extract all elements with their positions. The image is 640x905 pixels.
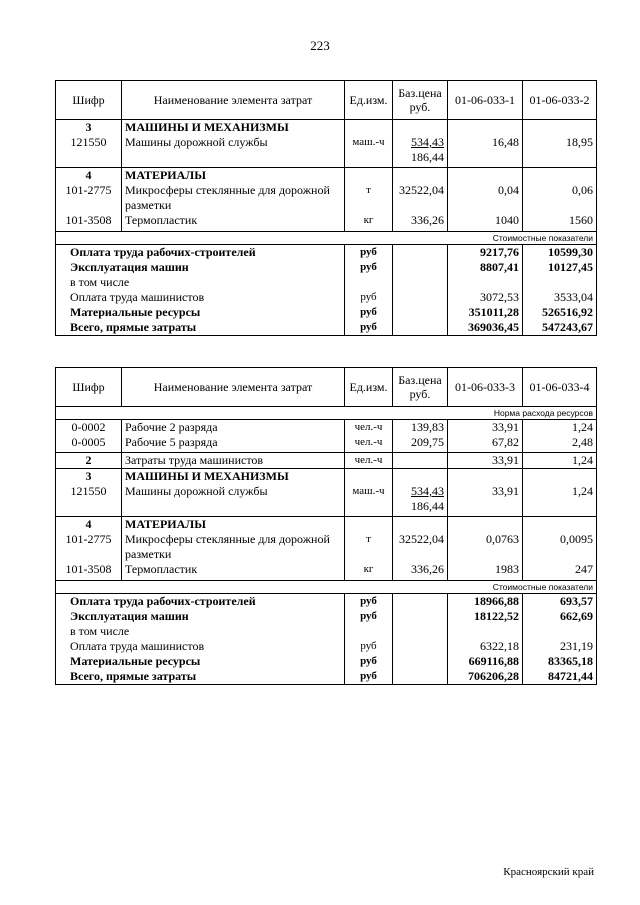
- table-row: [56, 562, 597, 581]
- summary-name: в том числе: [56, 275, 345, 290]
- summary-unit: руб: [345, 260, 393, 275]
- row-value-1: 33,91: [448, 484, 523, 517]
- row-price: 336,26: [393, 213, 448, 232]
- row-price: 32522,04: [393, 532, 448, 562]
- row-value-2: 1560: [523, 213, 597, 232]
- row-price: 336,26: [393, 562, 448, 581]
- cost-indicators-caption-row: [56, 232, 597, 245]
- row-unit: кг: [345, 213, 393, 232]
- summary-row: [56, 639, 597, 654]
- summary-value-2: 10127,45: [523, 260, 597, 275]
- row-unit: маш.-ч: [345, 484, 393, 517]
- summary-value-2: 10599,30: [523, 245, 597, 261]
- summary-value-1: 6322,18: [448, 639, 523, 654]
- summary-row: [56, 609, 597, 624]
- header-col-4: 01-06-033-4: [523, 368, 597, 407]
- row-value-1: 16,48: [448, 135, 523, 168]
- table-header: [56, 368, 597, 407]
- summary-name: Материальные ресурсы: [56, 654, 345, 669]
- summary-value-1: 3072,53: [448, 290, 523, 305]
- row-unit: т: [345, 183, 393, 213]
- summary-row: [56, 624, 597, 639]
- row-value-1: 1983: [448, 562, 523, 581]
- row-value-1: 33,91: [448, 453, 523, 469]
- section-number: 4: [56, 168, 122, 184]
- summary-name: Оплата труда машинистов: [56, 290, 345, 305]
- summary-name: Оплата труда рабочих-строителей: [56, 594, 345, 610]
- norm-caption: Норма расхода ресурсов: [56, 407, 597, 420]
- section-number: 3: [56, 469, 122, 485]
- row-value-1: 33,91: [448, 420, 523, 436]
- section-title: МАТЕРИАЛЫ: [122, 168, 345, 184]
- price-bottom: 186,44: [411, 499, 444, 513]
- row-price: 139,83: [393, 420, 448, 436]
- section-number: 4: [56, 517, 122, 533]
- section-materials: [56, 517, 597, 533]
- section-number: 3: [85, 120, 92, 134]
- table-row: [56, 484, 597, 517]
- section-machines: [56, 469, 597, 485]
- row-value-1: 0,0763: [448, 532, 523, 562]
- header-price: Баз.цена руб.: [393, 368, 448, 407]
- header-name: Наименование элемента затрат: [122, 368, 345, 407]
- summary-unit: руб: [345, 639, 393, 654]
- row-unit: т: [345, 532, 393, 562]
- row-code: 101-2775: [65, 532, 112, 546]
- row-unit: чел.-ч: [345, 453, 393, 469]
- price-top: 534,43: [411, 135, 444, 149]
- summary-value-1: 706206,28: [448, 669, 523, 685]
- section-machines: [56, 120, 597, 136]
- summary-value-1: 18122,52: [448, 609, 523, 624]
- resource-table-1: [55, 80, 597, 336]
- row-unit: маш.-ч: [345, 135, 393, 168]
- summary-name: Материальные ресурсы: [56, 305, 345, 320]
- header-col-1: 01-06-033-1: [448, 81, 523, 120]
- row-value-1: 67,82: [448, 435, 523, 453]
- summary-row: [56, 275, 597, 290]
- row-price: 32522,04: [393, 183, 448, 213]
- page-number: 223: [310, 38, 330, 53]
- row-value-2: 18,95: [523, 135, 597, 168]
- header-unit: Ед.изм.: [345, 81, 393, 120]
- summary-unit: руб: [345, 594, 393, 610]
- row-name: Микросферы стеклянные для дорожной разметки: [122, 532, 345, 562]
- summary-row: [56, 260, 597, 275]
- summary-unit: руб: [345, 320, 393, 336]
- table-row: [56, 183, 597, 213]
- header-col-3: 01-06-033-3: [448, 368, 523, 407]
- summary-value-2: 84721,44: [523, 669, 597, 685]
- row-value-2: 0,06: [523, 183, 597, 213]
- cost-indicators-caption-row: [56, 581, 597, 594]
- summary-value-2: 3533,04: [523, 290, 597, 305]
- row-code: 101-3508: [65, 213, 112, 227]
- row-value-1: 0,04: [448, 183, 523, 213]
- summary-value-1: 369036,45: [448, 320, 523, 336]
- summary-unit: руб: [345, 669, 393, 685]
- summary-row: [56, 245, 597, 261]
- summary-name: в том числе: [56, 624, 345, 639]
- row-unit: чел.-ч: [345, 420, 393, 436]
- price-top: 534,43: [411, 484, 444, 498]
- section-title: МАШИНЫ И МЕХАНИЗМЫ: [122, 469, 345, 485]
- row-name: Рабочие 5 разряда: [122, 435, 345, 453]
- summary-unit: руб: [345, 305, 393, 320]
- summary-name: Оплата труда машинистов: [56, 639, 345, 654]
- table-row: [56, 532, 597, 562]
- header-price: Баз.цена руб.: [393, 81, 448, 120]
- summary-row: [56, 594, 597, 610]
- row-price: 209,75: [393, 435, 448, 453]
- row-value-2: 1,24: [523, 484, 597, 517]
- summary-value-1: 351011,28: [448, 305, 523, 320]
- footer-region: Красноярский край: [503, 866, 594, 878]
- row-price: [393, 135, 448, 168]
- row-value-1: 1040: [448, 213, 523, 232]
- row-name: Машины дорожной службы: [122, 135, 345, 168]
- row-value-2: 2,48: [523, 435, 597, 453]
- summary-name: Всего, прямые затраты: [56, 669, 345, 685]
- cost-indicators-caption: Стоимостные показатели: [56, 581, 597, 594]
- row-name: Машины дорожной службы: [122, 484, 345, 517]
- header-unit: Ед.изм.: [345, 368, 393, 407]
- row-name: Затраты труда машинистов: [122, 453, 345, 469]
- row-name: Термопластик: [122, 562, 345, 581]
- section-title: МАШИНЫ И МЕХАНИЗМЫ: [122, 120, 345, 136]
- row-unit: кг: [345, 562, 393, 581]
- summary-row: [56, 320, 597, 336]
- summary-name: Эксплуатация машин: [56, 260, 345, 275]
- summary-value-2: 547243,67: [523, 320, 597, 336]
- summary-row: [56, 290, 597, 305]
- table-row: [56, 435, 597, 453]
- row-code: 101-2775: [65, 183, 112, 197]
- summary-value-2: 526516,92: [523, 305, 597, 320]
- price-bottom: 186,44: [411, 150, 444, 164]
- header-code: Шифр: [56, 368, 122, 407]
- summary-unit: руб: [345, 609, 393, 624]
- row-code: 0-0002: [71, 420, 106, 434]
- row-value-2: 0,0095: [523, 532, 597, 562]
- summary-value-1: 669116,88: [448, 654, 523, 669]
- table-header: [56, 81, 597, 120]
- summary-name: Всего, прямые затраты: [56, 320, 345, 336]
- row-name: Микросферы стеклянные для дорожной разметки: [122, 183, 345, 213]
- summary-row: [56, 654, 597, 669]
- summary-unit: руб: [345, 654, 393, 669]
- row-code: 121550: [70, 484, 107, 498]
- summary-row: [56, 305, 597, 320]
- header-code: Шифр: [56, 81, 122, 120]
- summary-value-2: 231,19: [523, 639, 597, 654]
- summary-value-1: 18966,88: [448, 594, 523, 610]
- summary-value-2: 693,57: [523, 594, 597, 610]
- row-code: 121550: [70, 135, 107, 149]
- header-col-2: 01-06-033-2: [523, 81, 597, 120]
- summary-name: Эксплуатация машин: [56, 609, 345, 624]
- summary-name: Оплата труда рабочих-строителей: [56, 245, 345, 261]
- header-name: Наименование элемента затрат: [122, 81, 345, 120]
- row-code: 0-0005: [71, 435, 106, 449]
- row-value-2: 247: [523, 562, 597, 581]
- summary-value-2: 83365,18: [523, 654, 597, 669]
- row-code: 101-3508: [65, 562, 112, 576]
- summary-value-1: 9217,76: [448, 245, 523, 261]
- table-row: [56, 135, 597, 168]
- resource-table-2: [55, 367, 597, 685]
- section-title: МАТЕРИАЛЫ: [122, 517, 345, 533]
- row-value-2: 1,24: [523, 453, 597, 469]
- cost-indicators-caption: Стоимостные показатели: [56, 232, 597, 245]
- summary-row: [56, 669, 597, 685]
- section-materials: [56, 168, 597, 184]
- row-code: 2: [56, 453, 122, 469]
- table-row: [56, 213, 597, 232]
- summary-value-2: 662,69: [523, 609, 597, 624]
- norm-caption-row: [56, 407, 597, 420]
- row-unit: чел.-ч: [345, 435, 393, 453]
- table-row: [56, 453, 597, 469]
- summary-unit: руб: [345, 245, 393, 261]
- row-name: Термопластик: [122, 213, 345, 232]
- row-price: [393, 484, 448, 517]
- row-name: Рабочие 2 разряда: [122, 420, 345, 436]
- table-row: [56, 420, 597, 436]
- summary-value-1: 8807,41: [448, 260, 523, 275]
- summary-unit: руб: [345, 290, 393, 305]
- row-value-2: 1,24: [523, 420, 597, 436]
